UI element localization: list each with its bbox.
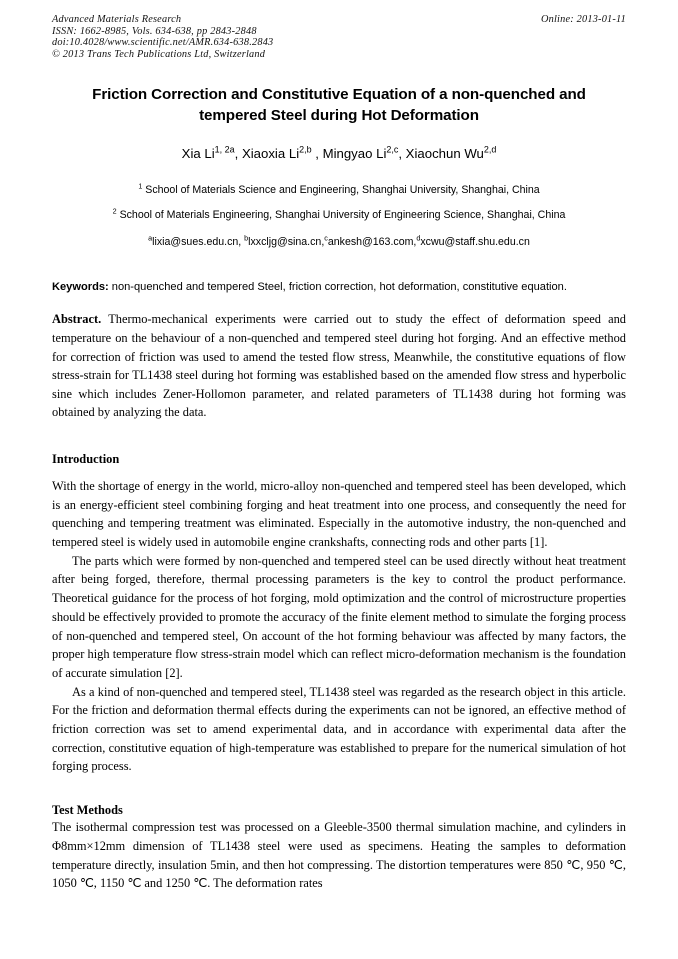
author-list: [52, 145, 626, 162]
keywords-text: non-quenched and tempered Steel, friction correction, hot deformation, constitutive equation.: [108, 280, 567, 293]
affiliation-text: School of Materials Engineering, Shanghai University of Engineering Science, Shanghai, China: [116, 208, 566, 221]
email-marker: a: [148, 233, 153, 243]
author-name: Xiaochun Wu: [405, 145, 484, 161]
email-address: lixia@sues.edu.cn,: [152, 235, 245, 248]
section-heading-test-methods: Test Methods: [52, 803, 123, 818]
author-name: Xia Li: [181, 145, 215, 161]
affiliation-marker: 1: [138, 181, 143, 191]
author-emails: [52, 235, 626, 249]
section-heading-introduction: Introduction: [52, 451, 120, 466]
email-marker: c: [324, 233, 328, 243]
intro-paragraph-3: As a kind of non-quenched and tempered steel, TL1438 steel was regarded as the research object in this article. For the friction and deformation thermal effects during the experiments can not be ignored, an effective method of friction correction was set to amend experimental data, and in accordance with experimental data after the correction, constitutive equation of high-temperature was established to prepare for the numerical simulation of hot forging process.: [52, 684, 626, 774]
author-name: Mingyao Li: [322, 145, 387, 161]
author-affiliation-marker: 2,b: [299, 144, 312, 155]
issn-line: ISSN: 1662-8985, Vols. 634-638, pp 2843-2848: [52, 25, 257, 37]
email-marker: b: [244, 233, 249, 243]
author-affiliation-marker: 2,c: [386, 144, 399, 155]
paper-title: Friction Correction and Constitutive Equation of a non-quenched and tempered Steel during Hot Deformation: [92, 85, 586, 124]
affiliation-marker: 2: [112, 206, 117, 216]
email-marker: d: [416, 233, 421, 243]
running-header: [52, 14, 626, 61]
email-address: ankesh@163.com,: [327, 235, 417, 248]
author-affiliation-marker: 2,d: [483, 144, 497, 155]
author-name: Xiaoxia Li: [241, 145, 300, 161]
journal-name: Advanced Materials Research: [52, 14, 182, 25]
keywords-block: [52, 278, 626, 297]
email-address: lxxcljg@sina.cn,: [248, 235, 325, 248]
methods-paragraph-1: The isothermal compression test was processed on a Gleeble-3500 thermal simulation machine, and cylinders in Φ8mm×12mm dimension of TL1438 steel were used as specimens. Heating the samples to deformation temperature directly, insulation 5min, and then hot compressing. The distortion temperatures were 850 ℃, 950 ℃, 1050 ℃, 1150 ℃ and 1250 ℃. The deformation rates: [52, 820, 626, 891]
abstract-text: Thermo-mechanical experiments were carried out to study the effect of deformation speed and temperature on the behaviour of a non-quenched and tempered steel during hot forging. And an effective method for correction of friction was used to amend the tested flow stress, Meanwhile, the constitutive equations of flow stress-strain for TL1438 steel during hot forming was established based on the amended flow stress and hyperbolic sine which includes Zener-Hollomon parameter, and related parameters of TL1438 during hot forming was obtained by analyzing the data.: [52, 312, 626, 420]
abstract-label: Abstract.: [52, 312, 102, 327]
online-date: Online: 2013-01-11: [540, 14, 626, 25]
author-affiliation-marker: 1, 2a: [214, 144, 235, 155]
author-separator: ,: [398, 145, 406, 161]
email-address: xcwu@staff.shu.edu.cn: [420, 235, 530, 248]
affiliation-2: [52, 208, 626, 222]
copyright-line: © 2013 Trans Tech Publications Ltd, Switzerland: [52, 49, 266, 61]
intro-paragraph-2: The parts which were formed by non-quenched and tempered steel can be used directly without heat treatment after being forged, therefore, thermal processing parameters is the key to control the product performance. Theoretical guidance for the process of hot forging, mold optimization and the control of microstructure properties should be effectively provided to promote the accuracy of the finite element method to simulate the forging process of non-quenched and tempered steel, On account of the hot forming behaviour was affected by many factors, the proper high temperature flow stress-strain model which can reflect micro-deformation mechanism is the foundation of accurate simulation [2].: [52, 553, 626, 680]
keywords-label: Keywords:: [52, 280, 109, 293]
doi-line: doi:10.4028/www.scientific.net/AMR.634-638.2843: [52, 37, 274, 49]
author-separator: ,: [234, 145, 242, 161]
author-separator: ,: [311, 145, 323, 161]
intro-paragraph-1: With the shortage of energy in the world, micro-alloy non-quenched and tempered steel has been developed, which is an energy-efficient steel combining forging and heat treatment into one process, and consequently the need for quenching and tempering treatment was eliminated. Especially in the automotive industry, the non-quenched and tempered steel is widely used in automobile engine crankshafts, connecting rods and other parts [1].: [52, 478, 626, 549]
affiliation-text: School of Materials Science and Engineering, Shanghai University, Shanghai, China: [142, 183, 540, 196]
abstract-block: [52, 310, 626, 422]
affiliation-1: [52, 183, 626, 197]
